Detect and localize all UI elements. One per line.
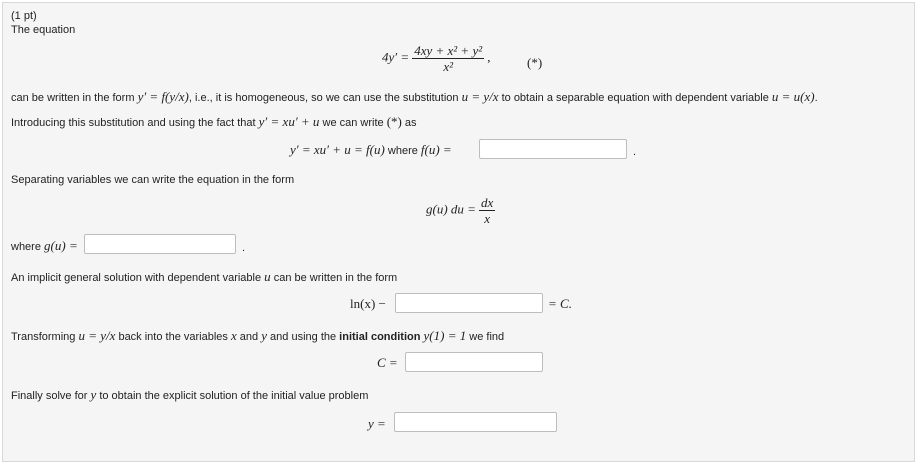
substitution-text-a: Introducing this substitution and using the fact that (11, 117, 259, 129)
g-equation (11, 238, 78, 254)
f-where-text: where (384, 145, 421, 157)
c-label: C = (377, 355, 398, 370)
implicit-text-b: can be written in the form (270, 272, 398, 284)
homogeneous-text-b: , i.e., it is homogeneous, so we can use the substitution (188, 92, 462, 104)
final-text-a: Finally solve for (11, 390, 91, 402)
transform-text-a: Transforming (11, 331, 79, 343)
separated-equation-lhs: g(u) du = (426, 201, 476, 217)
separated-equation-fraction (479, 195, 495, 226)
substitution-expr: u = y/x (461, 89, 499, 104)
transform-text-c: and (236, 331, 262, 343)
implicit-text (11, 269, 397, 285)
main-equation-fraction (412, 43, 484, 74)
initial-condition-expr: y(1) = 1 (423, 328, 467, 343)
implicit-text-a: An implicit general solution with dependent variable (11, 272, 265, 284)
separating-text: Separating variables we can write the equation in the form (11, 174, 295, 186)
derivative-expr: y′ = xu′ + u (258, 114, 320, 129)
transform-var-x: x (230, 328, 237, 343)
implicit-lhs: ln(x) − (350, 296, 386, 311)
main-equation-comma: , (487, 49, 491, 65)
g-period: . (242, 242, 246, 254)
y-label: y = (368, 416, 386, 431)
separated-equation-numerator: dx (481, 195, 494, 210)
points-label: (1 pt) (11, 10, 37, 22)
separated-equation-denominator: x (484, 211, 491, 226)
main-equation (382, 43, 490, 74)
c-answer-input[interactable] (405, 352, 543, 372)
homogeneous-text-d: . (814, 92, 818, 104)
transform-var-y: y (261, 328, 267, 343)
final-text-b: to obtain the explicit solution of the initial value problem (96, 390, 369, 402)
transform-text-d: and using the (267, 331, 340, 343)
f-equation (290, 142, 452, 158)
implicit-variable: u (264, 269, 271, 284)
main-equation-lhs: 4y′ = (382, 49, 410, 65)
equation-tag: (*) (527, 55, 543, 70)
problem-panel (2, 2, 915, 462)
g-label: g(u) = (44, 238, 78, 253)
f-equation-lhs: y′ = xu′ + u = f(u) (290, 142, 385, 157)
f-answer-input[interactable] (479, 139, 627, 159)
final-variable: y (90, 387, 97, 402)
y-answer-input[interactable] (394, 412, 557, 432)
substitution-text (11, 114, 417, 130)
homogeneous-form: y′ = f(y/x) (137, 89, 189, 104)
g-where-text: where (11, 241, 45, 253)
transform-substitution: u = y/x (78, 328, 116, 343)
homogeneous-text-c: to obtain a separable equation with dependent variable (498, 92, 772, 104)
f-period: . (633, 146, 637, 158)
final-text (11, 387, 368, 403)
transform-text-b: back into the variables (115, 331, 231, 343)
transform-text (11, 328, 504, 344)
transform-text-f: we find (466, 331, 505, 343)
main-equation-numerator: 4xy + x² + y² (414, 43, 483, 58)
homogeneous-text-a: can be written in the form (11, 92, 138, 104)
f-label: f(u) = (420, 142, 452, 157)
implicit-rhs: = C. (548, 296, 572, 311)
implicit-answer-input[interactable] (395, 293, 543, 313)
homogeneous-text (11, 89, 818, 105)
substitution-text-c: as (401, 117, 417, 129)
initial-condition-label: initial condition (339, 331, 421, 343)
dependent-variable-expr: u = u(x) (771, 89, 815, 104)
intro-text: The equation (11, 24, 76, 36)
main-equation-denominator: x² (443, 59, 453, 74)
equation-ref: (*) (386, 114, 402, 129)
g-answer-input[interactable] (84, 234, 236, 254)
separated-equation (426, 195, 495, 226)
substitution-text-b: we can write (319, 117, 387, 129)
